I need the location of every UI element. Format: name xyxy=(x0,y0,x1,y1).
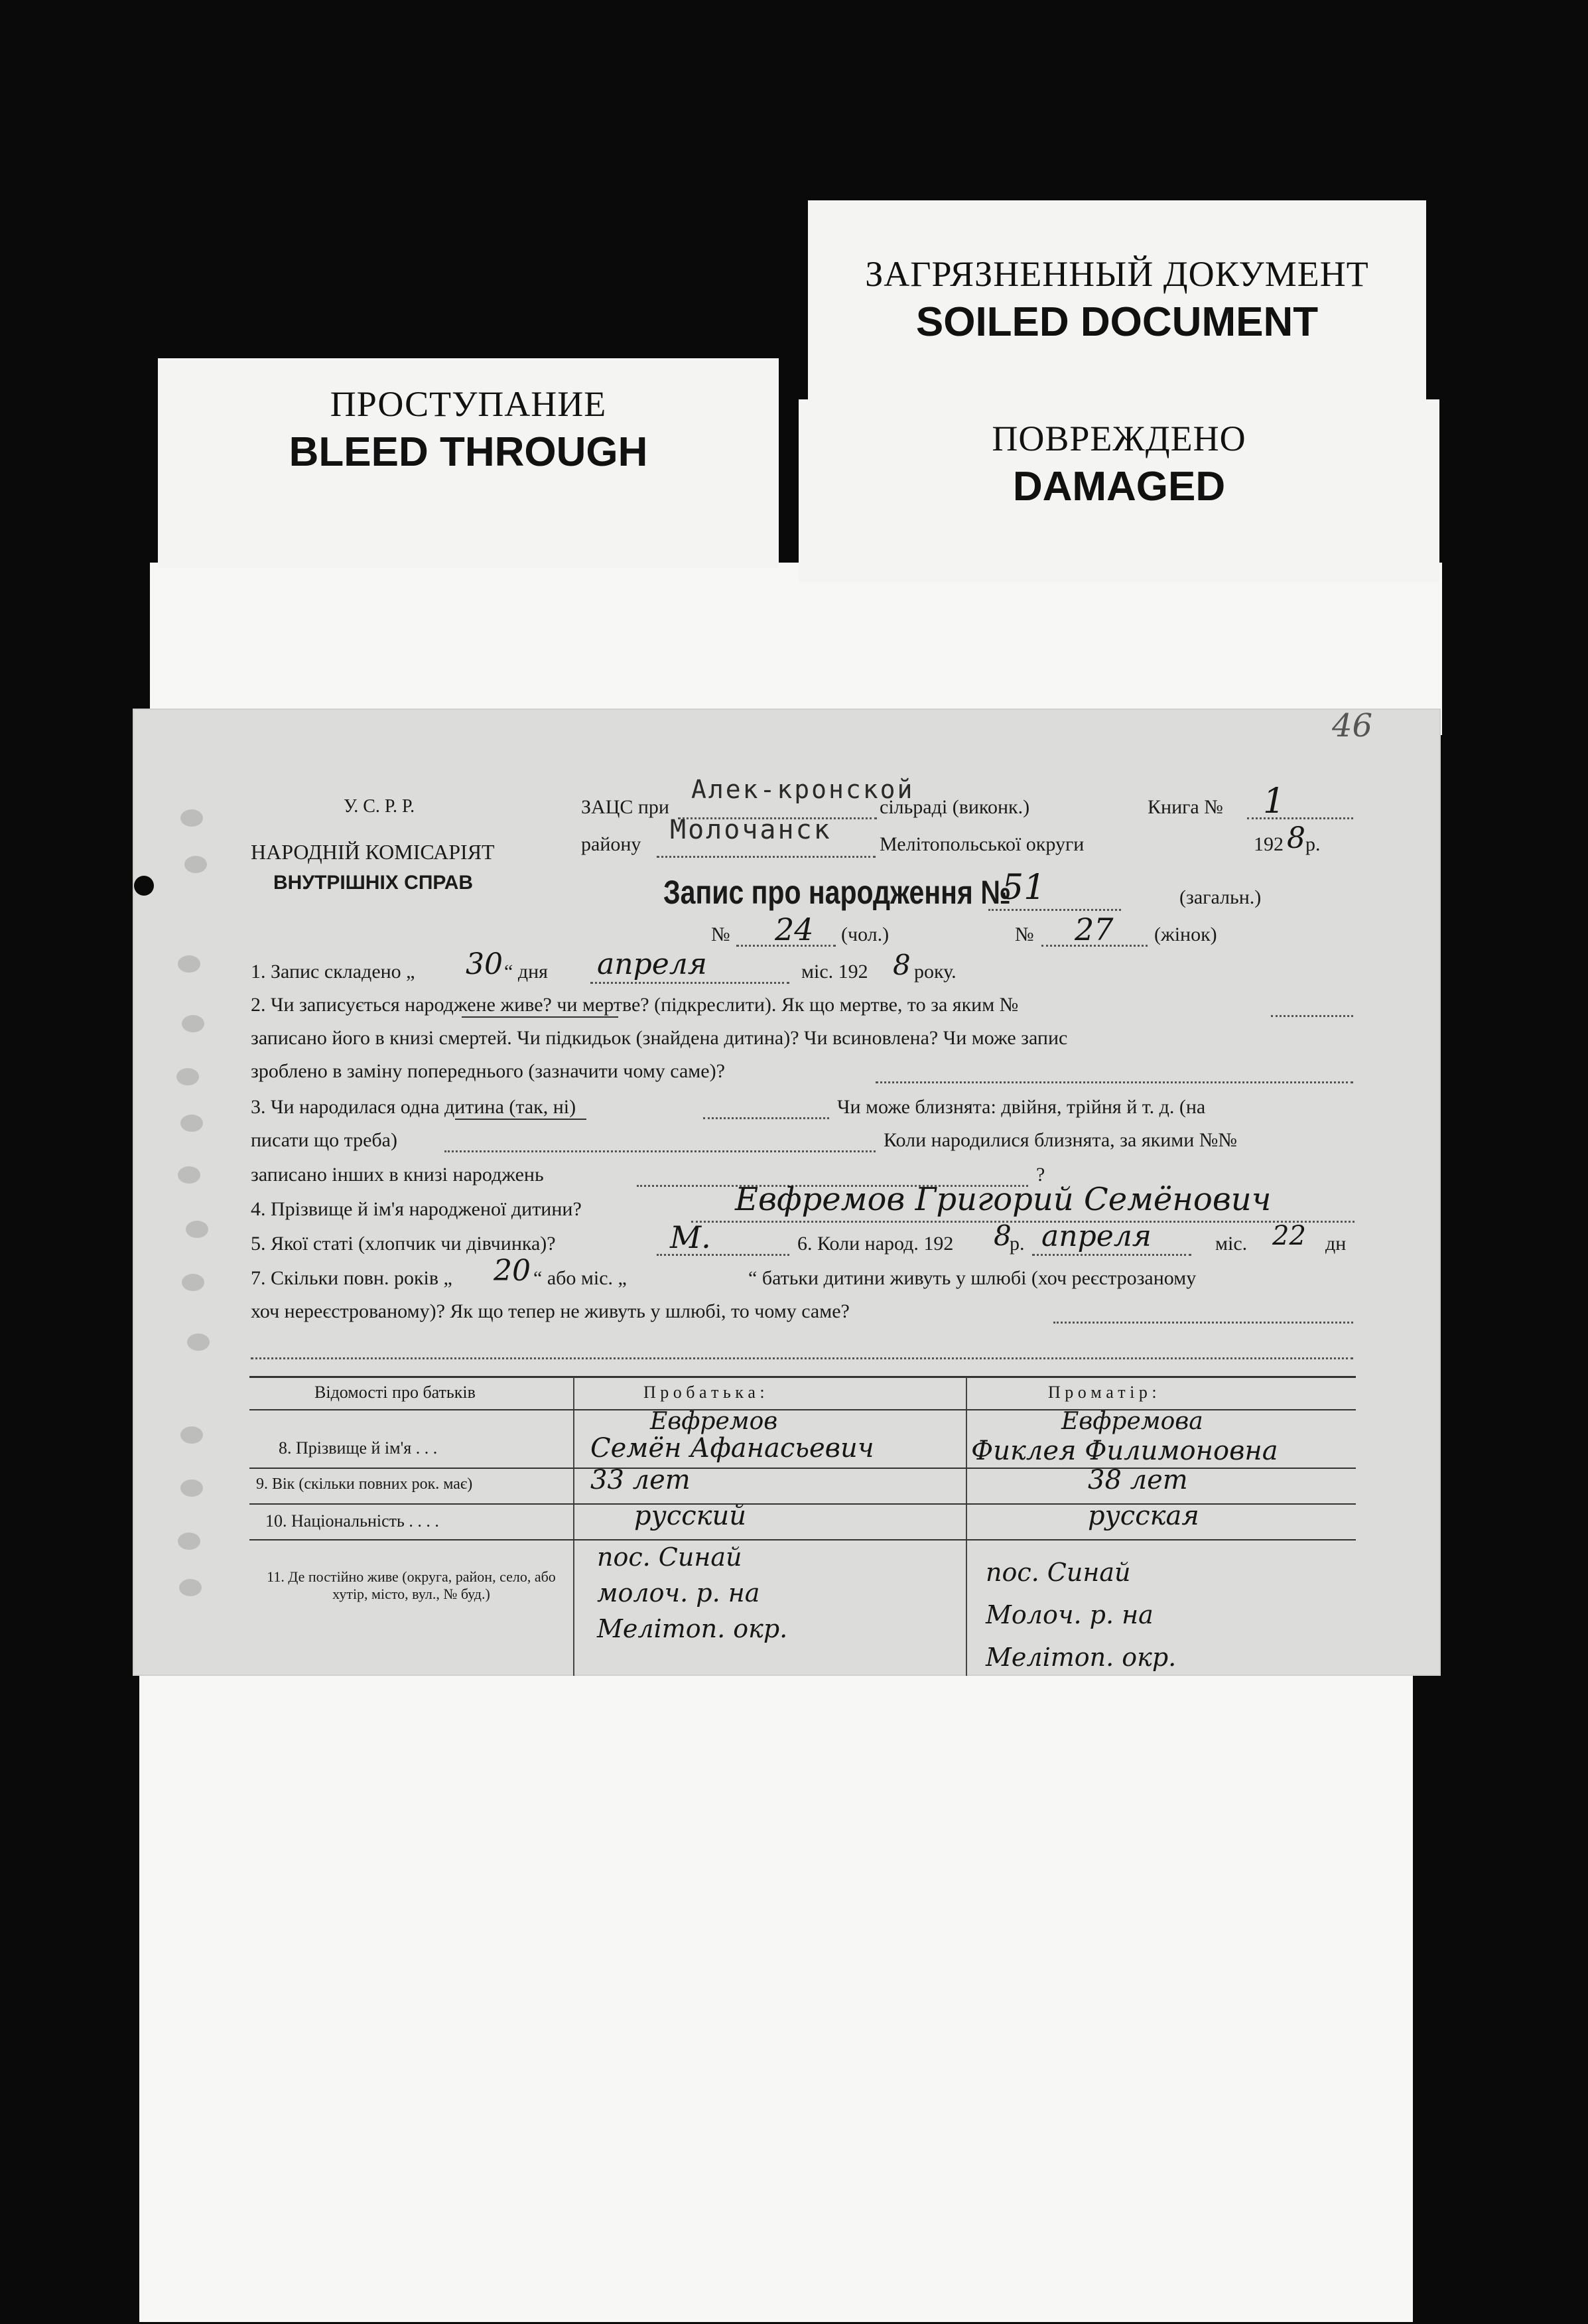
birth-day: 22 xyxy=(1272,1221,1306,1251)
binding-hole xyxy=(176,1068,199,1085)
selrada-stamp: Алек-кронской xyxy=(691,775,915,804)
mother-name: Фиклея Филимоновна xyxy=(971,1436,1278,1466)
line3b-left: писати що треба) xyxy=(251,1129,397,1151)
birth-day-suffix: дн xyxy=(1325,1233,1347,1255)
line2a-dots xyxy=(1271,1015,1353,1017)
table-divider-1 xyxy=(573,1377,574,1676)
sex-dots xyxy=(657,1254,789,1256)
line2c: зроблено в заміну попереднього (зазначити чому саме)? xyxy=(251,1060,725,1082)
binding-hole xyxy=(184,856,207,873)
father-surname: Евфремов xyxy=(650,1408,778,1435)
mother-age: 38 лет xyxy=(1088,1465,1188,1495)
soiled-label-en: SOILED DOCUMENT xyxy=(915,299,1319,345)
line1-end: року. xyxy=(914,961,957,983)
table-father-header: П р о б а т ь к а : xyxy=(643,1383,765,1402)
mother-residence: пос. Синай Молоч. р. на Мелітоп. окр. xyxy=(986,1558,1177,1672)
year-prefix: 192 xyxy=(1254,833,1284,855)
birth-month-dots xyxy=(1032,1254,1191,1256)
general-label: (загальн.) xyxy=(1179,886,1262,908)
line7-prefix: 7. Скільки повн. років „ xyxy=(251,1267,452,1289)
line5-prefix: 5. Якої статі (хлопчик чи дівчинка)? xyxy=(251,1233,556,1255)
binding-hole xyxy=(178,955,200,973)
table-col-header: Відомості про батьків xyxy=(314,1383,476,1402)
rayon-dots xyxy=(657,856,876,858)
line1-month: апреля xyxy=(597,947,707,981)
binding-hole xyxy=(180,1115,203,1132)
row8-rule xyxy=(249,1468,1356,1469)
okrug-label: Мелітопольської округи xyxy=(880,833,1085,855)
male-number: 24 xyxy=(775,912,814,947)
book-dots xyxy=(1247,817,1353,819)
father-residence: пос. Синай молоч. р. на Мелітоп. окр. xyxy=(597,1542,788,1643)
line7b-dots xyxy=(1053,1322,1353,1324)
line4-dots xyxy=(691,1221,1355,1223)
commissariat-label: НАРОДНІЙ КОМІСАРІЯТ xyxy=(251,840,495,864)
line7-suffix: “ або міс. „ xyxy=(533,1267,627,1289)
line3b-dots xyxy=(444,1150,876,1152)
page-number: 46 xyxy=(1332,707,1373,744)
selrada-suffix: сільраді (виконк.) xyxy=(880,796,1030,818)
binding-hole xyxy=(182,1274,204,1291)
birth-month: апреля xyxy=(1041,1219,1152,1253)
line2a: 2. Чи записується народжене живе? чи мертве? (підкреслити). Як що мертве, то за яким № xyxy=(251,994,1019,1016)
record-title: Запис про народження № xyxy=(663,874,1011,911)
birth-month-suffix: міс. xyxy=(1215,1233,1248,1255)
birth-year-suffix: р. xyxy=(1010,1233,1025,1255)
book-label: Книга № xyxy=(1148,796,1223,818)
male-suffix: (чол.) xyxy=(841,923,890,945)
line1-suffix: міс. 192 xyxy=(801,961,868,983)
soiled-document-card xyxy=(808,200,1426,426)
line7-end: “ батьки дитини живуть у шлюбі (хоч реєстрозаному xyxy=(748,1267,1197,1289)
father-name: Семён Афанасьевич xyxy=(590,1433,874,1464)
child-sex: М. xyxy=(670,1219,711,1255)
lower-white-sheet xyxy=(139,1659,1413,2322)
bleed-label-en: BLEED THROUGH xyxy=(289,429,648,475)
row10-rule xyxy=(249,1539,1356,1540)
line7b: хоч нереєстрованому)? Як що тепер не живуть у шлюбі, то чому саме? xyxy=(251,1300,850,1322)
father-nationality: русский xyxy=(634,1501,747,1531)
row-nationality-label: 10. Національність . . . . xyxy=(265,1511,439,1531)
birth-record-form xyxy=(133,709,1441,1676)
female-suffix: (жінок) xyxy=(1154,923,1217,945)
record-number-dots xyxy=(988,909,1121,911)
row-name-label: 8. Прізвище й ім'я . . . xyxy=(279,1438,438,1458)
line6-prefix: 6. Коли народ. 192 xyxy=(797,1233,954,1255)
birth-year: 8 xyxy=(994,1219,1012,1252)
line1-month-dots xyxy=(590,982,789,984)
binding-hole xyxy=(186,1221,208,1238)
mother-nationality: русская xyxy=(1088,1501,1199,1531)
zags-prefix: ЗАЦС при xyxy=(581,796,669,818)
binding-hole xyxy=(134,876,154,896)
binding-hole xyxy=(178,1166,200,1184)
binding-hole xyxy=(187,1333,210,1351)
underline-alive xyxy=(462,1016,618,1018)
line2c-dots xyxy=(876,1081,1353,1083)
child-name: Евфремов Григорий Семёнович xyxy=(735,1181,1272,1218)
mother-surname: Евфремова xyxy=(1061,1408,1203,1435)
line3a-dots xyxy=(703,1117,829,1119)
table-top-rule xyxy=(249,1376,1356,1378)
marriage-years: 20 xyxy=(494,1254,531,1288)
male-number-label: № xyxy=(711,923,730,945)
line1-prefix: 1. Запис складено „ xyxy=(251,961,415,983)
line2b: записано його в книзі смертей. Чи підкидьок (знайдена дитина)? Чи всиновлена? Чи може запис xyxy=(251,1027,1068,1049)
line1-mid: “ дня xyxy=(504,961,548,983)
binding-hole xyxy=(182,1015,204,1032)
line4-prefix: 4. Прізвище й ім'я народженої дитини? xyxy=(251,1198,582,1220)
binding-hole xyxy=(180,809,203,827)
book-number: 1 xyxy=(1263,782,1286,821)
rayon-stamp: Молочанск xyxy=(670,815,832,845)
bleed-label-ru: ПРОСТУПАНИЕ xyxy=(330,384,607,424)
damaged-label-en: DAMAGED xyxy=(1012,464,1226,510)
row-residence-label: 11. Де постійно живе (округа, район, село, або хутір, місто, вул., № буд.) xyxy=(267,1568,556,1602)
internal-affairs-label: ВНУТРІШНІХ СПРАВ xyxy=(273,872,474,894)
record-number: 51 xyxy=(1002,868,1046,908)
male-dots xyxy=(736,945,836,947)
underline-one-child xyxy=(455,1119,586,1120)
line1-day: 30 xyxy=(466,947,503,981)
binding-hole xyxy=(180,1479,203,1497)
table-divider-2 xyxy=(966,1377,967,1676)
female-number-label: № xyxy=(1015,923,1034,945)
female-number: 27 xyxy=(1075,912,1114,947)
binding-hole xyxy=(180,1426,203,1444)
bleed-through-card xyxy=(158,358,779,568)
damaged-card xyxy=(799,399,1439,582)
line7c-dots xyxy=(251,1357,1353,1359)
row-age-label: 9. Вік (скільки повних рок. має) xyxy=(256,1475,473,1493)
female-dots xyxy=(1041,945,1148,947)
line3a-right: Чи може близнята: двійня, трійня й т. д. (на xyxy=(837,1096,1206,1118)
binding-hole xyxy=(178,1533,200,1550)
usrr-label: У. С. Р. Р. xyxy=(344,796,415,817)
father-age: 33 лет xyxy=(590,1465,691,1495)
line3c: записано інших в книзі народжень xyxy=(251,1164,544,1186)
line3a-left: 3. Чи народилася одна дитина (так, ні) xyxy=(251,1096,576,1118)
soiled-label-ru: ЗАГРЯЗНЕННЫЙ ДОКУМЕНТ xyxy=(865,254,1369,294)
year-digit: 8 xyxy=(1287,821,1305,855)
line3b-right: Коли народилися близнята, за якими №№ xyxy=(884,1129,1238,1151)
damaged-label-ru: ПОВРЕЖДЕНО xyxy=(992,419,1246,458)
line1-year: 8 xyxy=(893,949,911,981)
binding-hole xyxy=(179,1579,202,1596)
rayon-label: району xyxy=(581,833,641,855)
line3c-end: ? xyxy=(1036,1164,1045,1186)
table-mother-header: П р о м а т і р : xyxy=(1048,1383,1157,1402)
year-suffix: р. xyxy=(1305,833,1321,855)
